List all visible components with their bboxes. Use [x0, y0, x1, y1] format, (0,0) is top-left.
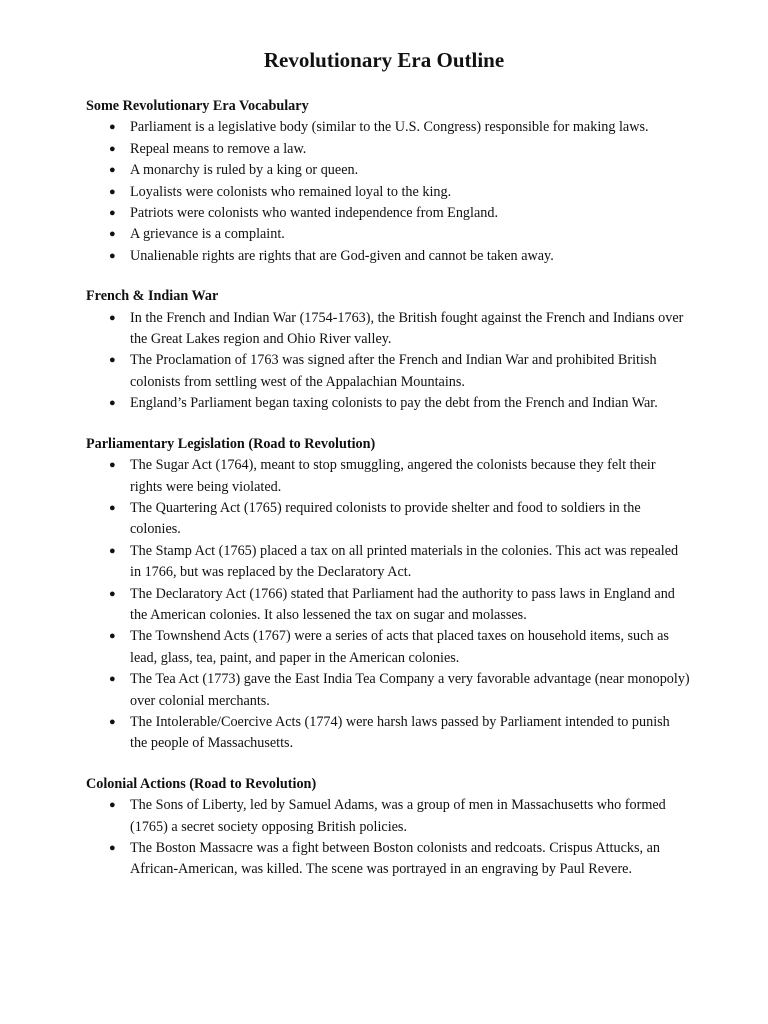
list-item [86, 712, 690, 755]
bullet-icon: ● [109, 544, 116, 557]
section-parliamentary-legislation [86, 434, 690, 755]
section-vocabulary [86, 96, 690, 267]
bullet-icon: ● [109, 842, 116, 854]
list-item [86, 838, 690, 881]
list-item [86, 160, 690, 181]
bullet-icon: ● [109, 799, 116, 812]
bullet-icon: ● [109, 715, 116, 728]
list-item-text: England’s Parliament began taxing colonists to pay the debt from the French and Indian War. [130, 395, 658, 412]
bullet-icon: ● [109, 397, 116, 410]
list-item-text: In the French and Indian War (1754-1763), the British fought against the French and Indians over the Great Lakes region and Ohio River valley. [130, 309, 684, 348]
list-item [86, 117, 690, 138]
bullet-icon: ● [109, 249, 116, 262]
list-item [86, 350, 690, 393]
list-item [86, 541, 690, 584]
list-item [86, 584, 690, 627]
section-heading: French & Indian War [86, 288, 219, 305]
bullet-list [86, 795, 690, 881]
bullet-icon: ● [109, 185, 116, 198]
list-item [86, 308, 690, 351]
list-item-text: The Boston Massacre was a fight between Boston colonists and redcoats. Crispus Attucks, an African-American, was killed. The scene was portrayed in an engraving by Paul Revere. [130, 840, 660, 878]
bullet-icon: ● [109, 311, 116, 324]
section-french-indian-war [86, 286, 690, 414]
page-title: Revolutionary Era Outline [263, 48, 505, 72]
list-item-text: Loyalists were colonists who remained loyal to the king. [130, 183, 452, 200]
list-item [86, 498, 690, 541]
bullet-icon: ● [109, 587, 116, 600]
bullet-icon: ● [109, 630, 116, 643]
list-item [86, 626, 690, 669]
bullet-list [86, 308, 690, 415]
list-item [86, 246, 690, 267]
list-item-text: Patriots were colonists who wanted independence from England. [130, 205, 498, 222]
list-item-text: The Quartering Act (1765) required colonists to provide shelter and food to soldiers in the colonies. [130, 499, 641, 538]
list-item-text: A grievance is a complaint. [130, 226, 285, 243]
list-item [86, 182, 690, 203]
bullet-icon: ● [109, 673, 116, 686]
bullet-list [86, 455, 690, 755]
list-item-text: Parliament is a legislative body (similar to the U.S. Congress) responsible for making laws. [130, 119, 649, 136]
bullet-icon: ● [109, 121, 116, 134]
list-item [86, 139, 690, 160]
list-item-text: A monarchy is ruled by a king or queen. [130, 162, 359, 179]
list-item [86, 455, 690, 498]
list-item-text: The Tea Act (1773) gave the East India Tea Company a very favorable advantage (near monopoly) over colonial merchants. [130, 671, 690, 709]
bullet-icon: ● [109, 501, 116, 514]
bullet-list [86, 117, 690, 267]
bullet-icon: ● [109, 228, 116, 241]
list-item [86, 203, 690, 224]
list-item-text: The Proclamation of 1763 was signed after the French and Indian War and prohibited British colonists from settling west of the Appalachian Mountains. [130, 352, 657, 390]
list-item-text: The Declaratory Act (1766) stated that Parliament had the authority to pass laws in England and the American colonies. It also lessened the tax on sugar and molasses. [130, 585, 675, 623]
list-item-text: Repeal means to remove a law. [130, 140, 307, 157]
outline-content [86, 96, 690, 900]
section-colonial-actions [86, 774, 690, 881]
list-item-text: The Stamp Act (1765) placed a tax on all printed materials in the colonies. This act was repealed in 1766, but was replaced by the Declaratory Act. [130, 542, 679, 581]
list-item [86, 393, 690, 414]
list-item-text: The Intolerable/Coercive Acts (1774) were harsh laws passed by Parliament intended to punish the people of Massachusetts. [130, 713, 670, 752]
bullet-icon: ● [109, 459, 116, 472]
section-heading: Parliamentary Legislation (Road to Revolution) [86, 435, 376, 452]
bullet-icon: ● [109, 164, 116, 177]
bullet-icon: ● [109, 354, 116, 367]
list-item-text: Unalienable rights are rights that are God-given and cannot be taken away. [130, 247, 554, 264]
list-item [86, 224, 690, 245]
bullet-icon: ● [109, 142, 116, 155]
section-heading: Colonial Actions (Road to Revolution) [86, 775, 317, 792]
list-item-text: The Sugar Act (1764), meant to stop smuggling, angered the colonists because they felt their rights were being violated. [130, 457, 656, 495]
list-item [86, 669, 690, 712]
section-heading: Some Revolutionary Era Vocabulary [86, 98, 309, 114]
bullet-icon: ● [109, 207, 116, 220]
list-item [86, 795, 690, 838]
list-item-text: The Townshend Acts (1767) were a series of acts that placed taxes on household items, such as lead, glass, tea, paint, and paper in the American colonies. [130, 628, 669, 666]
list-item-text: The Sons of Liberty, led by Samuel Adams, was a group of men in Massachusetts who formed (1765) a secret society opposing British policies. [130, 797, 666, 835]
